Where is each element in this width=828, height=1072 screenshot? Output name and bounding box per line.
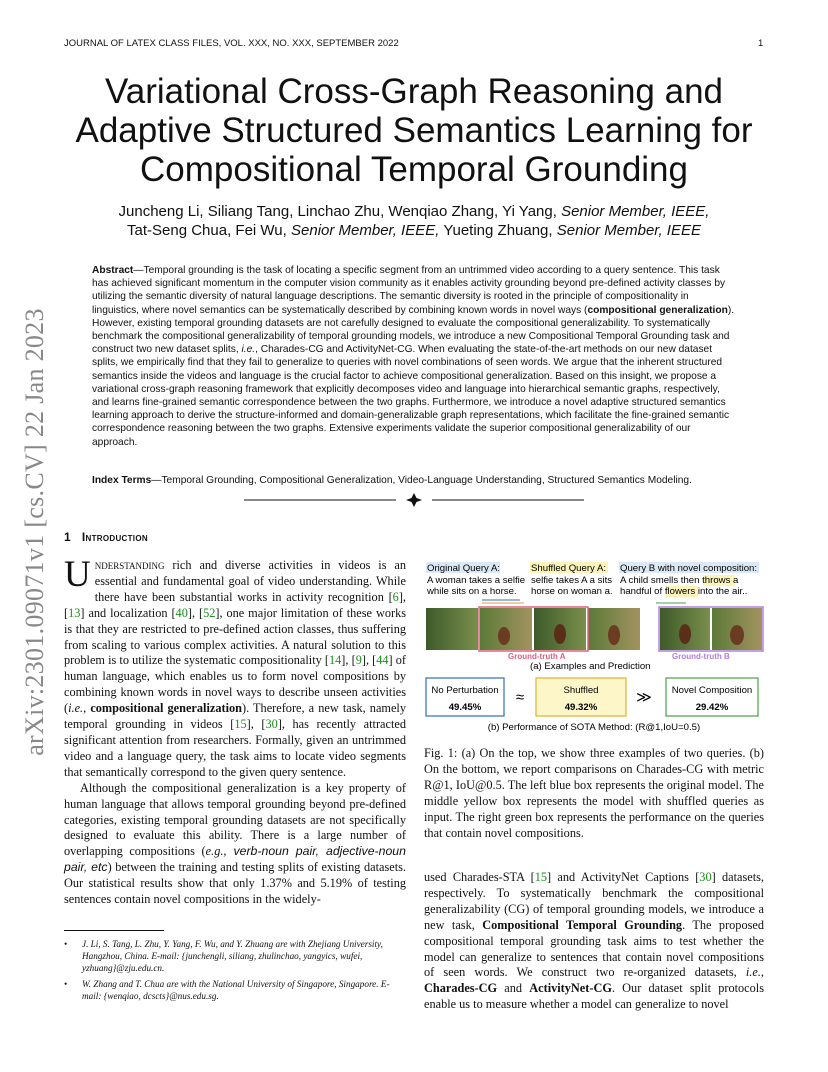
bullet-icon: • bbox=[64, 979, 68, 989]
author-title: Senior Member, IEEE bbox=[556, 222, 701, 239]
abstract-emphasis: compositional generalization bbox=[587, 304, 728, 316]
citation-link[interactable]: 30 bbox=[699, 870, 712, 884]
query-a-title: Original Query A: bbox=[427, 563, 501, 574]
box-value: 29.42% bbox=[695, 702, 729, 713]
abstract-text: —Temporal grounding is the task of locating a specific segment from an untrimmed video according to a query sentence. This task has achieved significant momentum in the computer vision community as it enables activity grounding beyond pre-defined activity classes by utilizing the semantic diversity of natural language descriptions. The semantic diversity is rooted in the principle of compositionality in linguistics, where novel semantics can be systematically described by combining known words in novel ways ( bbox=[92, 265, 726, 316]
caption-text: (a) On the top, we show three examples of two queries. (b) On the bottom, we report comparisons on Charades-CG with metric R@1, IoU@0.5. The left blue box represents the original model. The middle yellow box represents the model with shuffled queries as input. The right green box represents the performance on the queries that contain novel compositions. bbox=[424, 746, 764, 840]
title-line: Adaptive Structured Semantics Learning for bbox=[75, 111, 753, 150]
figure-1 bbox=[424, 562, 764, 738]
running-header: JOURNAL OF LATEX CLASS FILES, VOL. XXX, NO. XXX, SEPTEMBER 2022 bbox=[64, 38, 399, 49]
shuffled-query-title: Shuffled Query A: bbox=[531, 563, 607, 574]
index-terms-text: —Temporal Grounding, Compositional Generalization, Video-Language Understanding, Structured Semantics Modeling. bbox=[151, 475, 692, 486]
query-a-line: A woman takes a selfie bbox=[427, 575, 526, 586]
citation-link[interactable]: 13 bbox=[68, 605, 81, 620]
title-line: Compositional Temporal Grounding bbox=[140, 150, 688, 189]
index-terms-label: Index Terms bbox=[92, 475, 152, 486]
citation-link[interactable]: 6 bbox=[392, 589, 399, 604]
authors-line2a: Tat-Seng Chua, Fei Wu, bbox=[127, 222, 287, 239]
approx-symbol: ≈ bbox=[515, 689, 525, 706]
citation-link[interactable]: 15 bbox=[234, 717, 247, 732]
intro-left-column bbox=[64, 554, 407, 908]
abstract-label: Abstract bbox=[92, 265, 134, 276]
box-value: 49.32% bbox=[564, 702, 598, 713]
index-terms bbox=[92, 474, 738, 487]
citation-link[interactable]: 44 bbox=[376, 653, 389, 668]
citation-link[interactable]: 30 bbox=[265, 717, 278, 732]
ground-truth-a-label: Ground-truth A bbox=[508, 652, 566, 661]
author-title: Senior Member, IEEE, bbox=[561, 203, 710, 220]
abstract bbox=[92, 264, 738, 449]
citation-link[interactable]: 15 bbox=[534, 870, 547, 884]
video-frames bbox=[426, 608, 762, 650]
section-heading bbox=[64, 530, 148, 544]
footnote-rule bbox=[64, 930, 164, 931]
box-label: No Perturbation bbox=[431, 685, 499, 696]
section-number: 1 bbox=[64, 530, 71, 544]
authors-line1: Juncheng Li, Siliang Tang, Linchao Zhu, Wenqiao Zhang, Yi Yang, bbox=[118, 203, 557, 220]
citation-link[interactable]: 14 bbox=[329, 653, 342, 668]
box-label: Novel Composition bbox=[671, 685, 753, 696]
footnotes bbox=[64, 938, 406, 1006]
intro-paragraph-1: Understanding rich and diverse activities in videos is an essential and fundamental goal of video understanding. While there have been substantial works in activity recognition [6], [13] and localization [40], [52], one major limitation of these works is that they are restricted to pre-defined action classes, thus suffering from scaling to various complex activities. A natural solution to this problem is to utilize the systematic compositionality [14], [9], [44] of human language, which enables us to form novel compositions by combining known words in novel ways to describe unseen activities (i.e., compositional generalization). Therefore, a new task, namely temporal grounding in videos [15], [30], has recently attracted significant attention from researchers. Formally, given an untrimmed video and a language query, the task aims to locate video segments that semantically correspond to the given query sentence. bbox=[64, 554, 407, 779]
dropcap: U bbox=[64, 554, 91, 595]
box-value: 49.45% bbox=[448, 702, 482, 713]
smallcaps-lead: nderstanding bbox=[94, 558, 165, 572]
section-title: Introduction bbox=[81, 530, 148, 544]
query-a-line: while sits on a horse. bbox=[427, 586, 517, 597]
citation-link[interactable]: 40 bbox=[175, 605, 188, 620]
intro-paragraph-2: Although the compositional generalization is a key property of human language that allows temporal grounding beyond pre-defined categories, existing temporal grounding datasets are not specifically designed to evaluate this ability. There is a large number of overlapping compositions (e.g., verb-noun pair, adjective-noun pair, etc) between the training and testing splits of existing datasets. Our statistical results show that only 1.37% and 5.19% of testing sentences contain novel compositions in the widely- bbox=[64, 780, 406, 907]
bullet-icon: • bbox=[64, 939, 68, 949]
shuffled-query-line: horse on woman a. bbox=[531, 586, 613, 597]
author-title: Senior Member, IEEE, bbox=[291, 222, 440, 239]
shuffled-query-line: selfie takes A a sits bbox=[531, 575, 613, 586]
query-b-title: Query B with novel composition: bbox=[620, 563, 758, 574]
intro-right-column: used Charades-STA [15] and ActivityNet Captions [30] datasets, respectively. To systematically benchmark the compositional generalizability (CG) of temporal grounding models, we introduce a new task, Compositional Temporal Grounding. The proposed compositional temporal grounding task aims to test whether the model can generalize to sentences that contain novel compositions of seen words. We construct two re-organized datasets, i.e., Charades-CG and ActivityNet-CG. Our dataset split protocols enable us to measure whether a model can generalize to novel bbox=[424, 870, 765, 1012]
query-b-line: A child smells then throws a bbox=[620, 575, 739, 586]
abstract-text: ). However, existing temporal grounding datasets are not carefully designed to evaluate the compositional generalizability. To systematically benchmark the compositional generalizability of temporal grounding models, we introduce a new Compositional Temporal Grounding task and construct two new dataset splits, bbox=[92, 304, 735, 356]
subfigure-a-caption: (a) Examples and Prediction bbox=[530, 661, 651, 672]
figure-caption bbox=[424, 746, 764, 841]
caption-label: Fig. 1: bbox=[424, 746, 458, 760]
subfigure-b-caption: (b) Performance of SOTA Method: (R@1,IoU=0.5) bbox=[487, 722, 701, 733]
author-list bbox=[64, 202, 764, 240]
page-number: 1 bbox=[758, 38, 764, 49]
query-b-line: handful of flowers into the air.. bbox=[620, 586, 748, 597]
box-label: Shuffled bbox=[563, 685, 599, 696]
abstract-text: , Charades-CG and ActivityNet-CG. When evaluating the state-of-the-art methods on our new dataset splits, we empirically find that they fail to generalize to queries with novel combinations of seen words. We argue that the inherent structured semantics inside the videos and language is the crucial factor to achieve compositional generalization. Based on this insight, we propose a variational cross-graph reasoning framework that explicitly decomposes video and language into hierarchical semantic graphs, respectively, and learns fine-grained semantic correspondence between the two graphs. Furthermore, we introduce a novel adaptive structured semantics learning approach to derive the structure-informed and domain-generalizable graph representations, which facilitate the fine-grained semantic correspondence reasoning between the two graphs. Extensive experiments validate the superior compositional generalizability of our approach. bbox=[92, 344, 730, 448]
paper-title bbox=[64, 72, 764, 189]
citation-link[interactable]: 52 bbox=[203, 605, 216, 620]
divider-star-icon bbox=[406, 493, 422, 507]
arxiv-stamp: arXiv:2301.09071v1 [cs.CV] 22 Jan 2023 bbox=[20, 308, 49, 756]
authors-line2b: Yueting Zhuang, bbox=[443, 222, 553, 239]
section-divider bbox=[244, 492, 584, 508]
citation-link[interactable]: 9 bbox=[355, 653, 362, 668]
footnote: • W. Zhang and T. Chua are with the National University of Singapore, Singapore. E-mail: {wenqiao, dcscts}@nus.edu.sg. bbox=[64, 979, 390, 1001]
ground-truth-b-label: Ground-truth B bbox=[672, 652, 730, 661]
much-greater-symbol: ≫ bbox=[636, 689, 652, 706]
footnote: • J. Li, S. Tang, L. Zhu, Y. Yang, F. Wu, and Y. Zhuang are with Zhejiang University, Hangzhou, China. E-mail: {junchengli, siliang, zhulinchao, yangyics, wufei, yzhuang}@zju.edu.cn. bbox=[64, 939, 383, 973]
abstract-ie: i.e. bbox=[241, 344, 256, 356]
title-line: Variational Cross-Graph Reasoning and bbox=[104, 72, 724, 111]
